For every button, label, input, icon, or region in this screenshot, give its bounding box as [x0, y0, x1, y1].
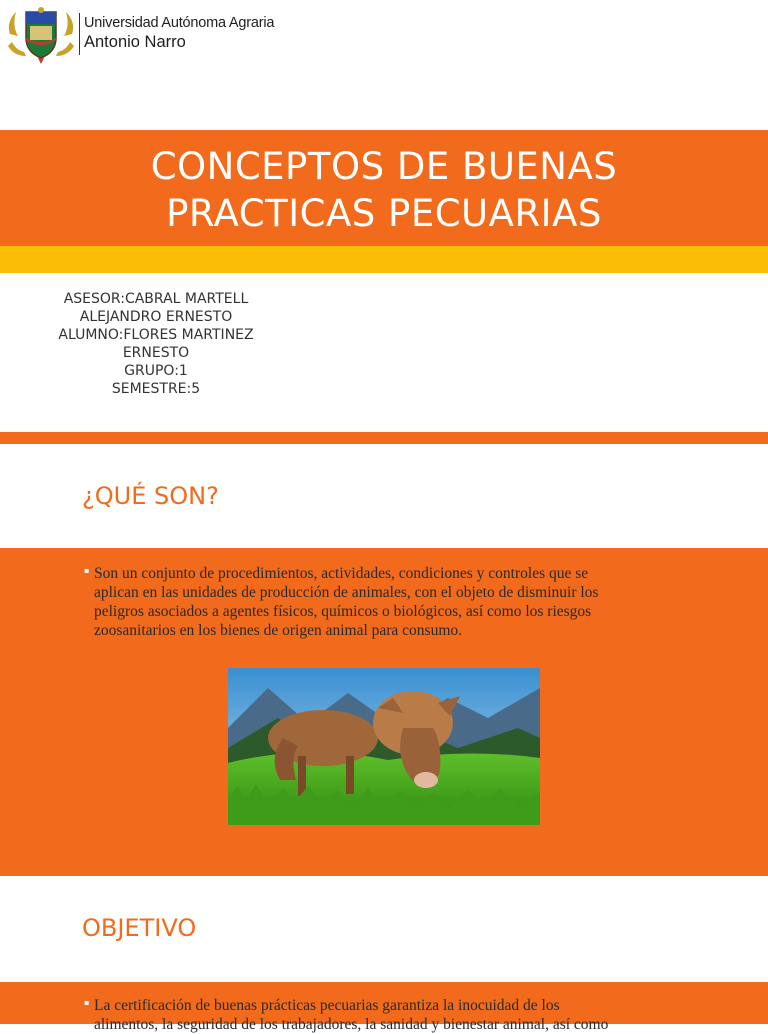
paragraph-line: alimentos, la seguridad de los trabajadores, la sanidad y bienestar animal, así como	[94, 1016, 609, 1033]
presentation-title	[0, 143, 768, 237]
credit-line: SEMESTRE:5	[111, 381, 201, 397]
slide-title-objetivo: OBJETIVO	[82, 914, 197, 942]
credit-line: ALUMNO:FLORES MARTINEZ	[58, 327, 254, 343]
title-line-2: PRACTICAS PECUARIAS	[166, 192, 602, 235]
paragraph-line: La certificación de buenas prácticas pecuarias garantiza la inocuidad de los	[94, 997, 560, 1014]
paragraph-line: peligros asociados a agentes físicos, químicos o biológicos, así como los riesgos	[94, 603, 592, 620]
credit-line: ERNESTO	[122, 345, 190, 361]
credits-block	[40, 290, 272, 398]
definition-paragraph	[94, 564, 674, 640]
paragraph-line: Son un conjunto de procedimientos, actividades, condiciones y controles que se	[94, 565, 589, 582]
bullet-icon: ▪	[84, 566, 90, 575]
university-name-line2: Antonio Narro	[84, 33, 186, 51]
slide-bottom-bar	[0, 432, 768, 444]
grazing-cows-photo	[228, 668, 540, 825]
paragraph-line: aplican en las unidades de producción de animales, con el objeto de disminuir los	[94, 584, 599, 601]
logo-divider	[79, 13, 80, 55]
slide-title-que-son: ¿QUÉ SON?	[82, 482, 219, 510]
university-seal-logo	[4, 4, 78, 64]
paragraph-line: zoosanitarios en los bienes de origen animal para consumo.	[94, 622, 463, 639]
yellow-accent-band	[0, 246, 768, 273]
bullet-icon: ▪	[84, 998, 90, 1007]
university-name-line1: Universidad Autónoma Agraria	[84, 15, 275, 31]
credit-line: GRUPO:1	[124, 363, 188, 379]
objective-paragraph	[94, 996, 684, 1033]
credit-line: ASESOR:CABRAL MARTELL	[63, 291, 249, 307]
credit-line: ALEJANDRO ERNESTO	[79, 309, 233, 325]
title-line-1: CONCEPTOS DE BUENAS	[150, 145, 618, 188]
